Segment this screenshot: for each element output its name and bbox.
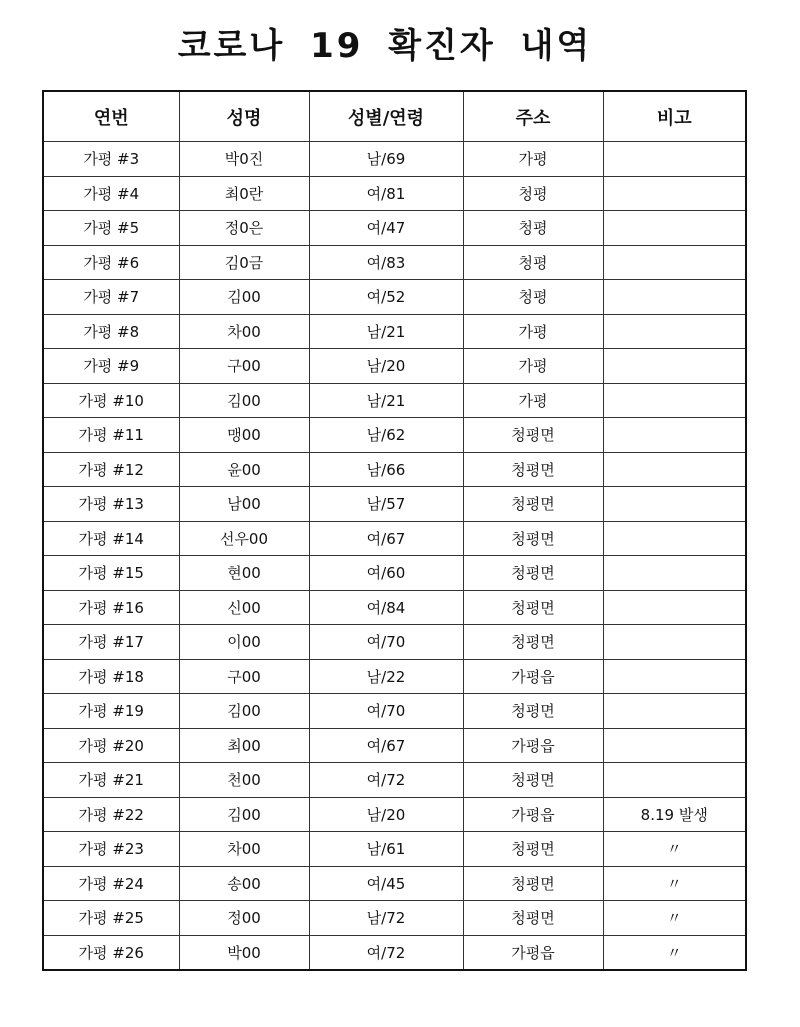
cell-sex-age: 여/70: [309, 694, 463, 729]
table-row: [43, 901, 746, 936]
cell-name: 구00: [179, 349, 309, 384]
cell-sex-age: 남/69: [309, 142, 463, 177]
cell-serial-no: 가평 #6: [43, 245, 179, 280]
table-row: [43, 383, 746, 418]
cell-name: 송00: [179, 866, 309, 901]
cell-note: [603, 314, 746, 349]
cell-name: 남00: [179, 487, 309, 522]
header-serial-no: 연번: [43, 91, 179, 142]
table-body: [43, 142, 746, 971]
cell-serial-no: 가평 #8: [43, 314, 179, 349]
cell-name: 최0란: [179, 176, 309, 211]
table-row: [43, 452, 746, 487]
cell-name: 박00: [179, 935, 309, 970]
cell-note: [603, 590, 746, 625]
table-row: [43, 314, 746, 349]
cell-address: 청평: [463, 245, 603, 280]
cell-sex-age: 남/66: [309, 452, 463, 487]
header-note: 비고: [603, 91, 746, 142]
table-row: [43, 487, 746, 522]
table-row: [43, 590, 746, 625]
header-sex-age: 성별/연령: [309, 91, 463, 142]
cell-note: [603, 521, 746, 556]
cell-address: 가평읍: [463, 797, 603, 832]
table-row: [43, 763, 746, 798]
cell-name: 정0은: [179, 211, 309, 246]
cell-serial-no: 가평 #15: [43, 556, 179, 591]
cell-note: [603, 211, 746, 246]
cell-serial-no: 가평 #3: [43, 142, 179, 177]
cell-note: 〃: [603, 901, 746, 936]
cell-serial-no: 가평 #20: [43, 728, 179, 763]
cell-sex-age: 여/84: [309, 590, 463, 625]
cell-address: 청평면: [463, 521, 603, 556]
cell-serial-no: 가평 #24: [43, 866, 179, 901]
cell-serial-no: 가평 #13: [43, 487, 179, 522]
cell-sex-age: 남/57: [309, 487, 463, 522]
cell-name: 김00: [179, 383, 309, 418]
table-header-row: [43, 91, 746, 142]
cell-serial-no: 가평 #9: [43, 349, 179, 384]
cell-serial-no: 가평 #4: [43, 176, 179, 211]
cell-note: [603, 694, 746, 729]
table-row: [43, 176, 746, 211]
cell-name: 이00: [179, 625, 309, 660]
cell-sex-age: 남/22: [309, 659, 463, 694]
cell-serial-no: 가평 #16: [43, 590, 179, 625]
cell-address: 청평: [463, 176, 603, 211]
cell-address: 청평면: [463, 418, 603, 453]
cell-address: 청평면: [463, 832, 603, 867]
cell-note: 〃: [603, 935, 746, 970]
cell-name: 천00: [179, 763, 309, 798]
page-title: 코로나 19 확진자 내역: [177, 26, 593, 66]
table-row: [43, 797, 746, 832]
cell-sex-age: 여/45: [309, 866, 463, 901]
table-row: [43, 280, 746, 315]
cell-serial-no: 가평 #5: [43, 211, 179, 246]
cell-name: 현00: [179, 556, 309, 591]
cell-sex-age: 여/60: [309, 556, 463, 591]
cell-note: [603, 763, 746, 798]
cell-note: [603, 728, 746, 763]
cell-sex-age: 여/67: [309, 521, 463, 556]
cell-serial-no: 가평 #22: [43, 797, 179, 832]
cell-sex-age: 여/52: [309, 280, 463, 315]
table-row: [43, 521, 746, 556]
cell-address: 가평: [463, 314, 603, 349]
cell-sex-age: 남/62: [309, 418, 463, 453]
cell-address: 청평면: [463, 763, 603, 798]
cell-note: [603, 418, 746, 453]
cell-note: [603, 383, 746, 418]
cell-name: 최00: [179, 728, 309, 763]
header-address: 주소: [463, 91, 603, 142]
cell-name: 구00: [179, 659, 309, 694]
table-row: [43, 349, 746, 384]
table-row: [43, 659, 746, 694]
cell-note: 〃: [603, 866, 746, 901]
table-row: [43, 211, 746, 246]
cell-name: 김0금: [179, 245, 309, 280]
cell-sex-age: 여/83: [309, 245, 463, 280]
cell-sex-age: 남/72: [309, 901, 463, 936]
cell-serial-no: 가평 #19: [43, 694, 179, 729]
table-row: [43, 694, 746, 729]
cell-address: 가평: [463, 142, 603, 177]
cell-note: [603, 556, 746, 591]
cell-address: 청평면: [463, 452, 603, 487]
cell-sex-age: 여/72: [309, 935, 463, 970]
cell-serial-no: 가평 #11: [43, 418, 179, 453]
cell-serial-no: 가평 #23: [43, 832, 179, 867]
cell-address: 가평: [463, 383, 603, 418]
cell-note: [603, 625, 746, 660]
table-row: [43, 142, 746, 177]
cell-name: 선우00: [179, 521, 309, 556]
cell-address: 청평면: [463, 901, 603, 936]
cell-serial-no: 가평 #14: [43, 521, 179, 556]
cell-name: 윤00: [179, 452, 309, 487]
cell-address: 가평읍: [463, 935, 603, 970]
cell-name: 차00: [179, 832, 309, 867]
table-row: [43, 245, 746, 280]
cell-note: [603, 349, 746, 384]
cell-note: [603, 280, 746, 315]
cell-serial-no: 가평 #12: [43, 452, 179, 487]
cell-sex-age: 여/70: [309, 625, 463, 660]
table-row: [43, 418, 746, 453]
cell-note: [603, 142, 746, 177]
cell-address: 가평읍: [463, 728, 603, 763]
cell-sex-age: 남/21: [309, 383, 463, 418]
cell-address: 가평: [463, 349, 603, 384]
cell-sex-age: 여/67: [309, 728, 463, 763]
cell-name: 신00: [179, 590, 309, 625]
table-row: [43, 866, 746, 901]
cell-sex-age: 여/81: [309, 176, 463, 211]
cell-name: 박0진: [179, 142, 309, 177]
table-row: [43, 728, 746, 763]
cell-sex-age: 남/21: [309, 314, 463, 349]
cell-note: [603, 176, 746, 211]
cell-serial-no: 가평 #17: [43, 625, 179, 660]
cell-name: 정00: [179, 901, 309, 936]
cases-table: [42, 90, 747, 971]
cell-name: 김00: [179, 694, 309, 729]
cell-address: 청평면: [463, 866, 603, 901]
table-row: [43, 935, 746, 970]
cell-address: 청평: [463, 211, 603, 246]
cell-address: 가평읍: [463, 659, 603, 694]
cell-sex-age: 남/20: [309, 797, 463, 832]
cell-address: 청평면: [463, 625, 603, 660]
cell-serial-no: 가평 #10: [43, 383, 179, 418]
cell-name: 김00: [179, 797, 309, 832]
cell-serial-no: 가평 #7: [43, 280, 179, 315]
table-row: [43, 625, 746, 660]
cell-serial-no: 가평 #26: [43, 935, 179, 970]
cell-note: [603, 487, 746, 522]
cell-note: 8.19 발생: [603, 797, 746, 832]
cell-sex-age: 남/20: [309, 349, 463, 384]
cell-note: [603, 452, 746, 487]
cell-sex-age: 여/47: [309, 211, 463, 246]
table-row: [43, 556, 746, 591]
cell-serial-no: 가평 #25: [43, 901, 179, 936]
cell-name: 김00: [179, 280, 309, 315]
cell-name: 맹00: [179, 418, 309, 453]
cell-address: 청평면: [463, 590, 603, 625]
cell-serial-no: 가평 #18: [43, 659, 179, 694]
cell-note: [603, 659, 746, 694]
cell-note: 〃: [603, 832, 746, 867]
cell-address: 청평면: [463, 694, 603, 729]
cell-note: [603, 245, 746, 280]
cell-address: 청평면: [463, 556, 603, 591]
cell-address: 청평: [463, 280, 603, 315]
header-name: 성명: [179, 91, 309, 142]
table-row: [43, 832, 746, 867]
cell-sex-age: 남/61: [309, 832, 463, 867]
cell-sex-age: 여/72: [309, 763, 463, 798]
cell-name: 차00: [179, 314, 309, 349]
cell-address: 청평면: [463, 487, 603, 522]
cell-serial-no: 가평 #21: [43, 763, 179, 798]
